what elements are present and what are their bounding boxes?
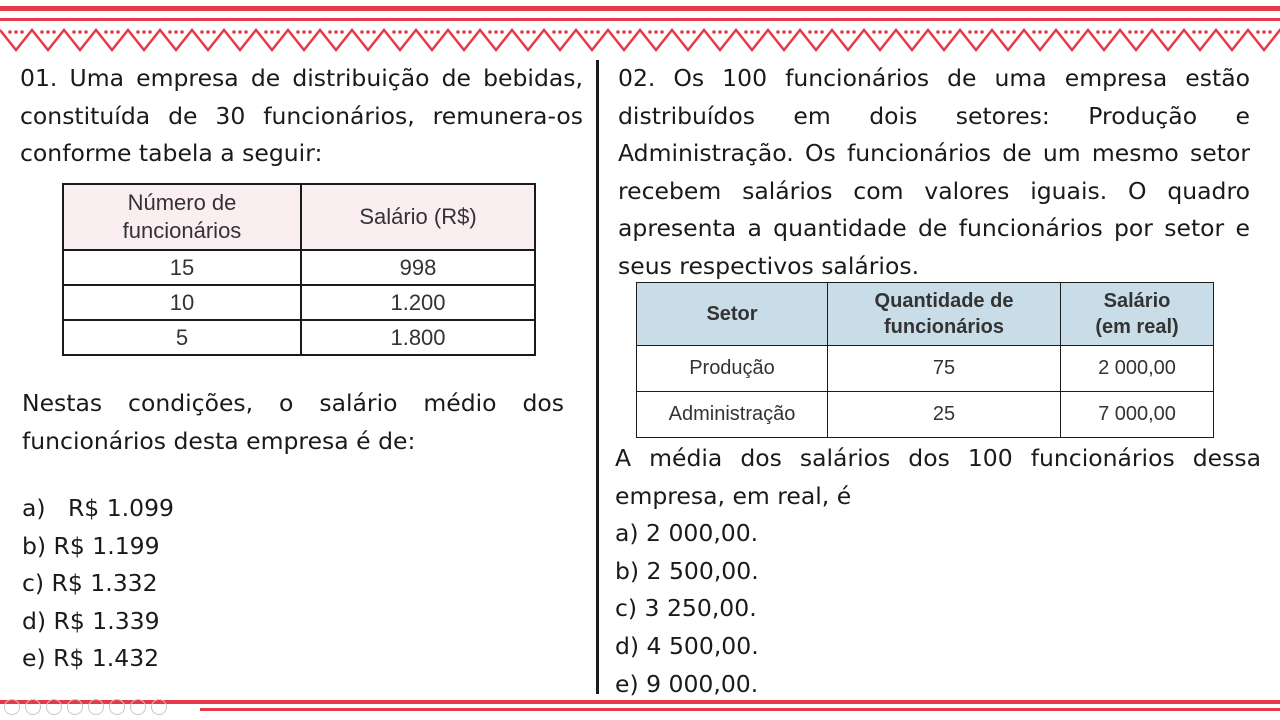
q2-header-salary: Salário (em real)	[1061, 283, 1214, 346]
q1-intro: 01. Uma empresa de distribuição de bebidas, constituída de 30 funcionários, remunera-os conforme tabela a seguir:	[20, 64, 583, 168]
table-row	[63, 250, 535, 285]
q1-header-salary: Salário (R$)	[301, 184, 535, 250]
q2-option-a[interactable]: a) 2 000,00.	[615, 519, 759, 548]
q1-options	[22, 490, 174, 678]
table-row	[637, 346, 1214, 392]
q2-option-e[interactable]: e) 9 000,00.	[615, 669, 759, 698]
q2-cell: 25	[828, 392, 1061, 438]
q1-option-e[interactable]: e) R$ 1.432	[22, 644, 160, 673]
q2-sector-table	[636, 282, 1214, 438]
q2-header-sector: Setor	[637, 283, 828, 346]
q1-cell: 10	[63, 285, 301, 320]
q2-cell: Administração	[637, 392, 828, 438]
player-controls-icon[interactable]	[4, 699, 167, 717]
table-row	[63, 285, 535, 320]
q2-cell: 2 000,00	[1061, 346, 1214, 392]
q2-question: A média dos salários dos 100 funcionários dessa empresa, em real, é	[615, 444, 1261, 510]
q2-option-d[interactable]: d) 4 500,00.	[615, 631, 759, 660]
q1-question: Nestas condições, o salário médio dos funcionários desta empresa é de:	[22, 389, 564, 455]
q2-cell: Produção	[637, 346, 828, 392]
q1-cell: 5	[63, 320, 301, 355]
q2-header-count: Quantidade de funcionários	[828, 283, 1061, 346]
table-row	[63, 320, 535, 355]
q1-cell: 998	[301, 250, 535, 285]
q1-option-d[interactable]: d) R$ 1.339	[22, 606, 160, 635]
q2-intro: 02. Os 100 funcionários de uma empresa estão distribuídos em dois setores: Produção e Administração. Os funcionários de um mesmo setor recebem salários com valores iguais. O quadro apresenta a quantidade de funcionários por setor e seus respectivos salários.	[618, 64, 1250, 280]
q2-option-b[interactable]: b) 2 500,00.	[615, 556, 759, 585]
q1-cell: 1.200	[301, 285, 535, 320]
q1-salary-table	[62, 183, 536, 356]
table-row	[637, 392, 1214, 438]
q1-option-c[interactable]: c) R$ 1.332	[22, 569, 158, 598]
q2-option-c[interactable]: c) 3 250,00.	[615, 594, 757, 623]
q1-option-a[interactable]: a) R$ 1.099	[22, 494, 175, 522]
q2-cell: 75	[828, 346, 1061, 392]
q1-option-b[interactable]: b) R$ 1.199	[22, 531, 160, 560]
q2-cell: 7 000,00	[1061, 392, 1214, 438]
q1-header-count: Número de funcionários	[63, 184, 301, 250]
top-decorative-border	[0, 0, 1280, 60]
column-divider	[596, 60, 599, 694]
q1-cell: 15	[63, 250, 301, 285]
q1-cell: 1.800	[301, 320, 535, 355]
